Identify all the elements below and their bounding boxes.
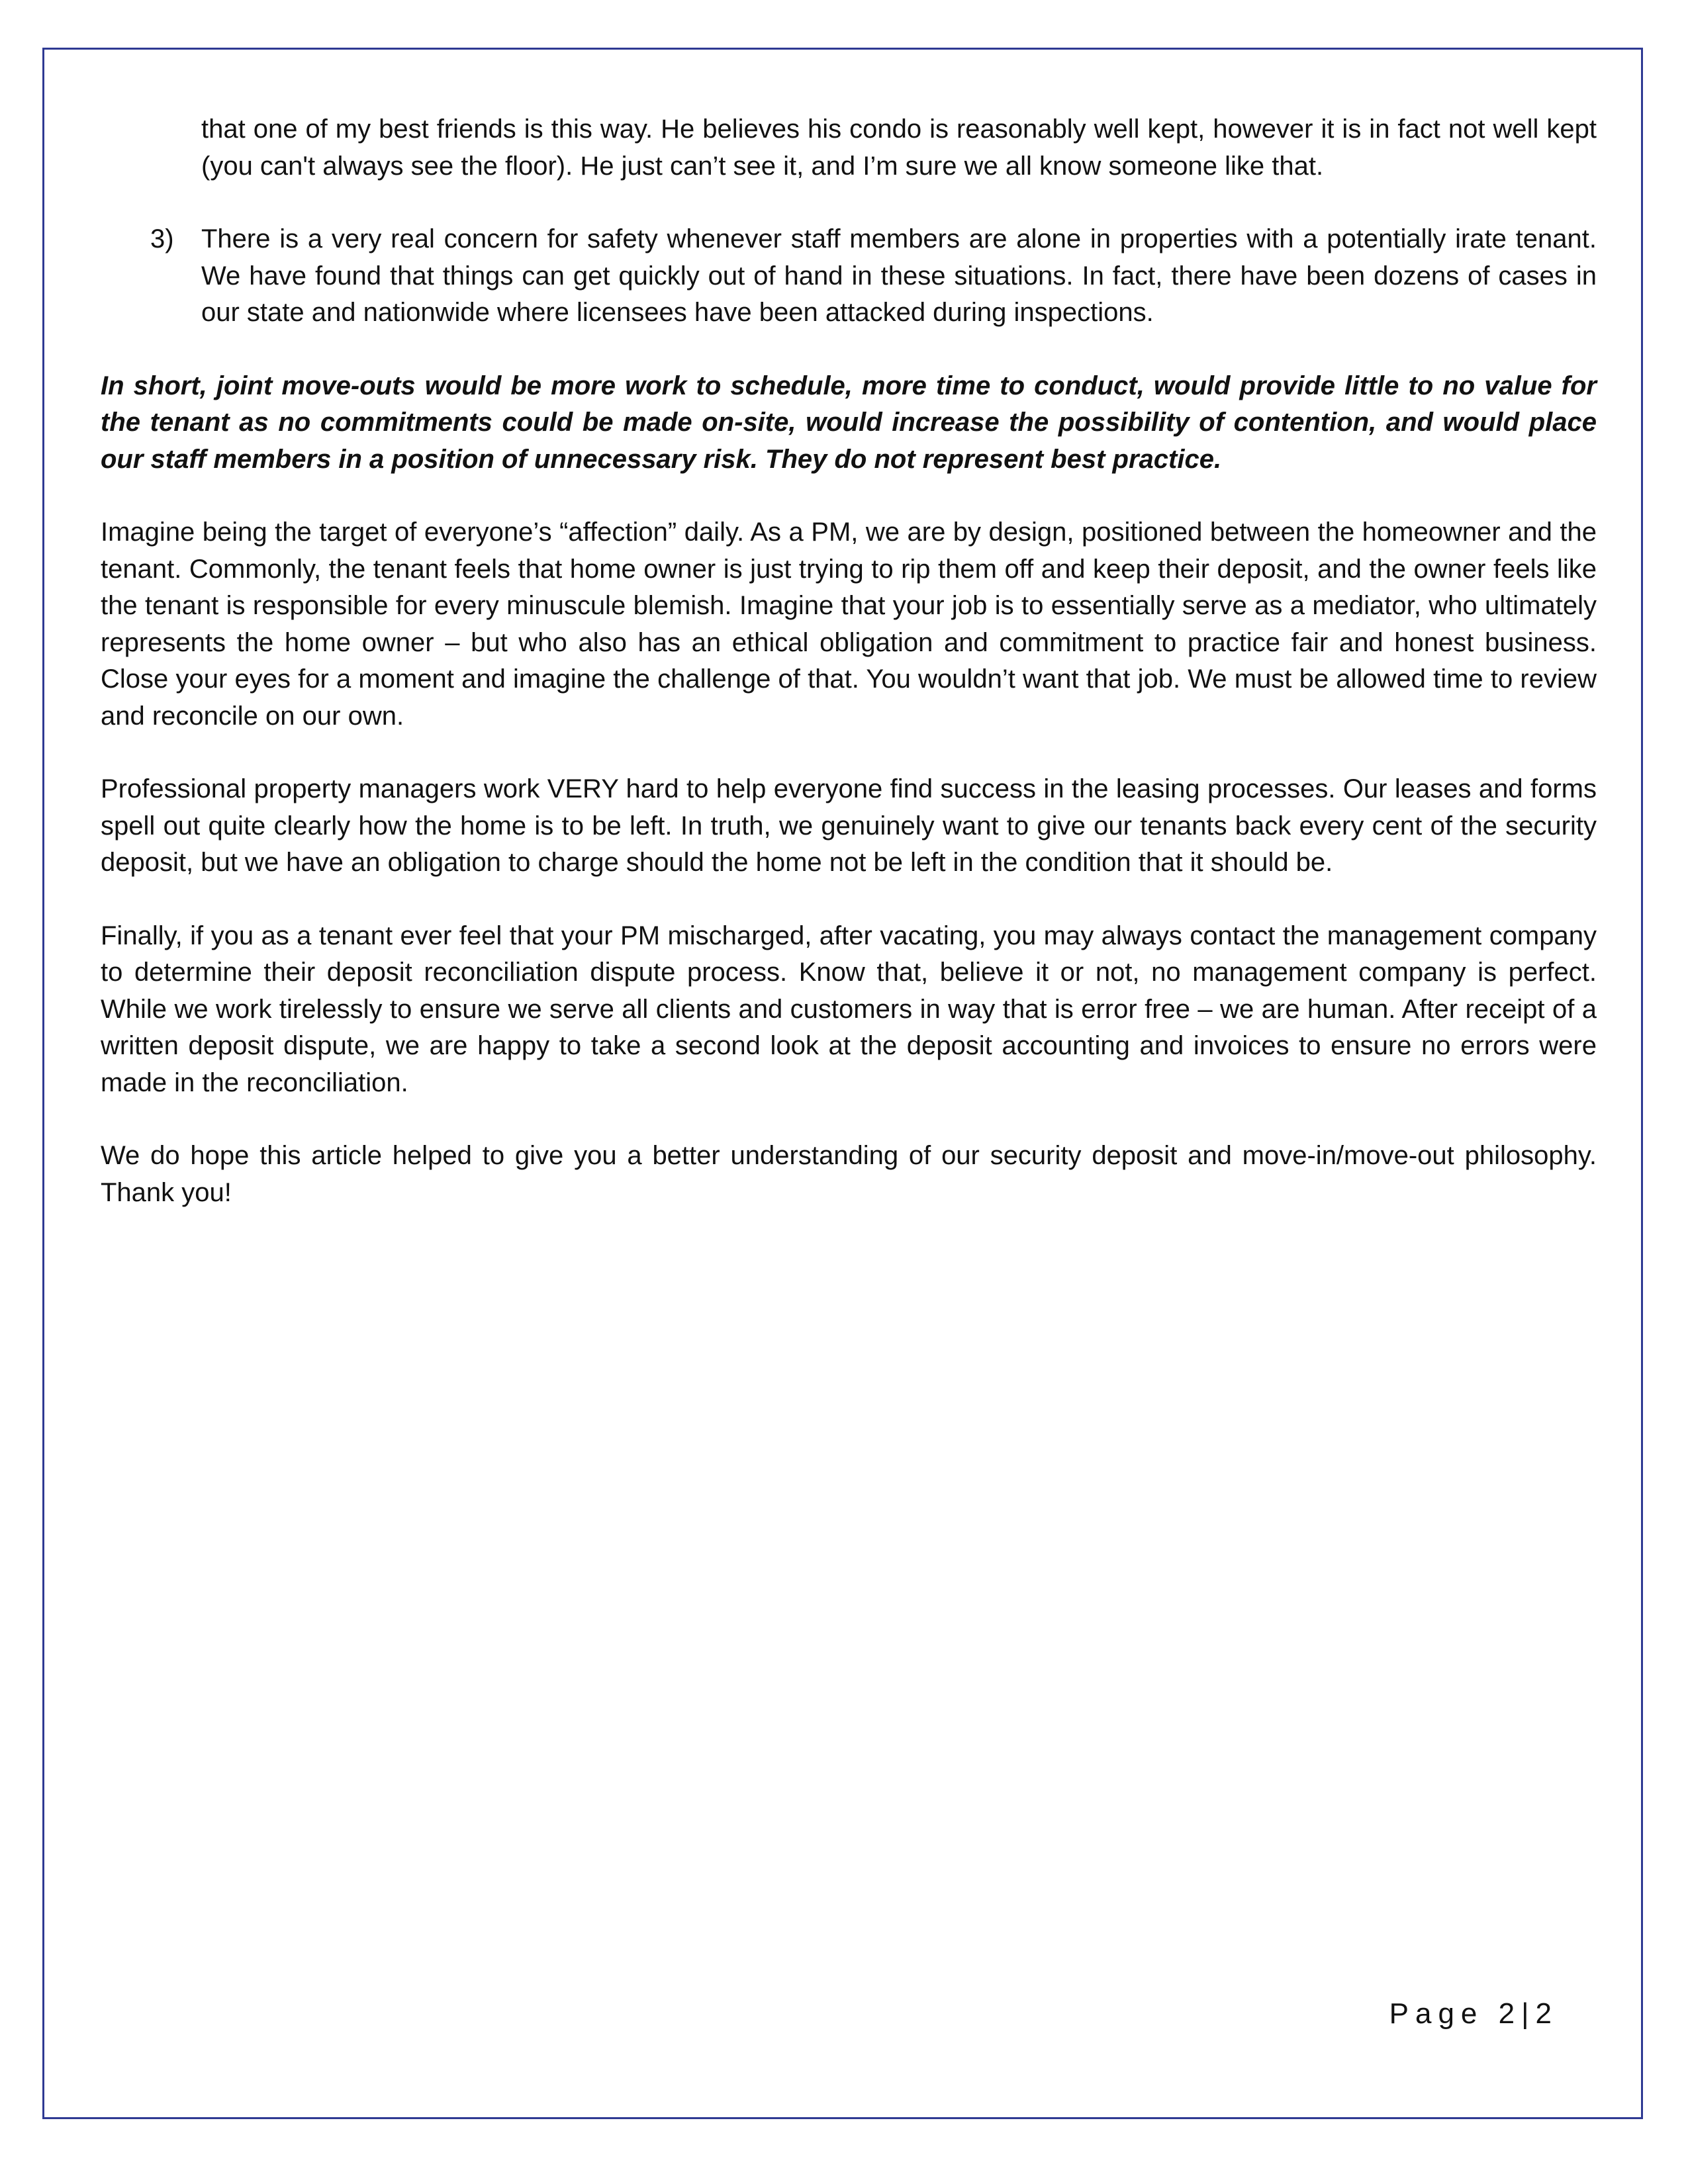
affection-paragraph: Imagine being the target of everyone’s “affection” daily. As a PM, we are by design, positioned between the homeowner and the tenant. Commonly, the tenant feels that home owner is just trying to rip them off and keep their deposit, and the owner feels like the tenant is responsible for every minuscule blemish. Imagine that your job is to essentially serve as a mediator, who ultimately represents the home owner – but who also has an ethical obligation and commitment to practice fair and honest business. Close your eyes for a moment and imagine the challenge of that. You wouldn’t want that job. We must be allowed time to review and reconcile on our own. [101, 518, 1597, 731]
continued-paragraph: that one of my best friends is this way. He believes his condo is reasonably well kept, however it is in fact not well kept (you can't always see the floor). He just can’t see it, and I’m sure we all know someone like that. [201, 114, 1597, 181]
list-item-number: 3) [150, 224, 174, 253]
closing-paragraph: We do hope this article helped to give you a better understanding of our security deposit and move-in/move-out philosophy. Thank you! [101, 1141, 1597, 1207]
document-body [101, 111, 1597, 1248]
finally-paragraph: Finally, if you as a tenant ever feel that your PM mischarged, after vacating, you may always contact the management company to determine their deposit reconciliation dispute process. Know that, believe it or not, no management company is perfect. While we work tirelessly to ensure we serve all clients and customers in way that is error free – we are human. After receipt of a written deposit dispute, we are happy to take a second look at the deposit accounting and invoices to ensure no errors were made in the reconciliation. [101, 921, 1597, 1097]
professional-paragraph: Professional property managers work VERY hard to help everyone find success in the leasing processes. Our leases and forms spell out quite clearly how the home is to be left. In truth, we genuinely want to give our tenants back every cent of the security deposit, but we have an obligation to charge should the home not be left in the condition that it should be. [101, 774, 1597, 877]
summary-paragraph: In short, joint move-outs would be more work to schedule, more time to conduct, would provide little to no value for the tenant as no commitments could be made on-site, would increase the possibility of contention, and would place our staff members in a position of unnecessary risk. They do not represent best practice. [101, 371, 1597, 474]
list-item-text: There is a very real concern for safety whenever staff members are alone in properties with a potentially irate tenant. We have found that things can get quickly out of hand in these situations. In fact, there have been dozens of cases in our state and nationwide where licensees have been attacked during inspections. [201, 224, 1597, 327]
list-item-3 [101, 221, 1597, 332]
page-number: Page 2|2 [1389, 1997, 1558, 2030]
